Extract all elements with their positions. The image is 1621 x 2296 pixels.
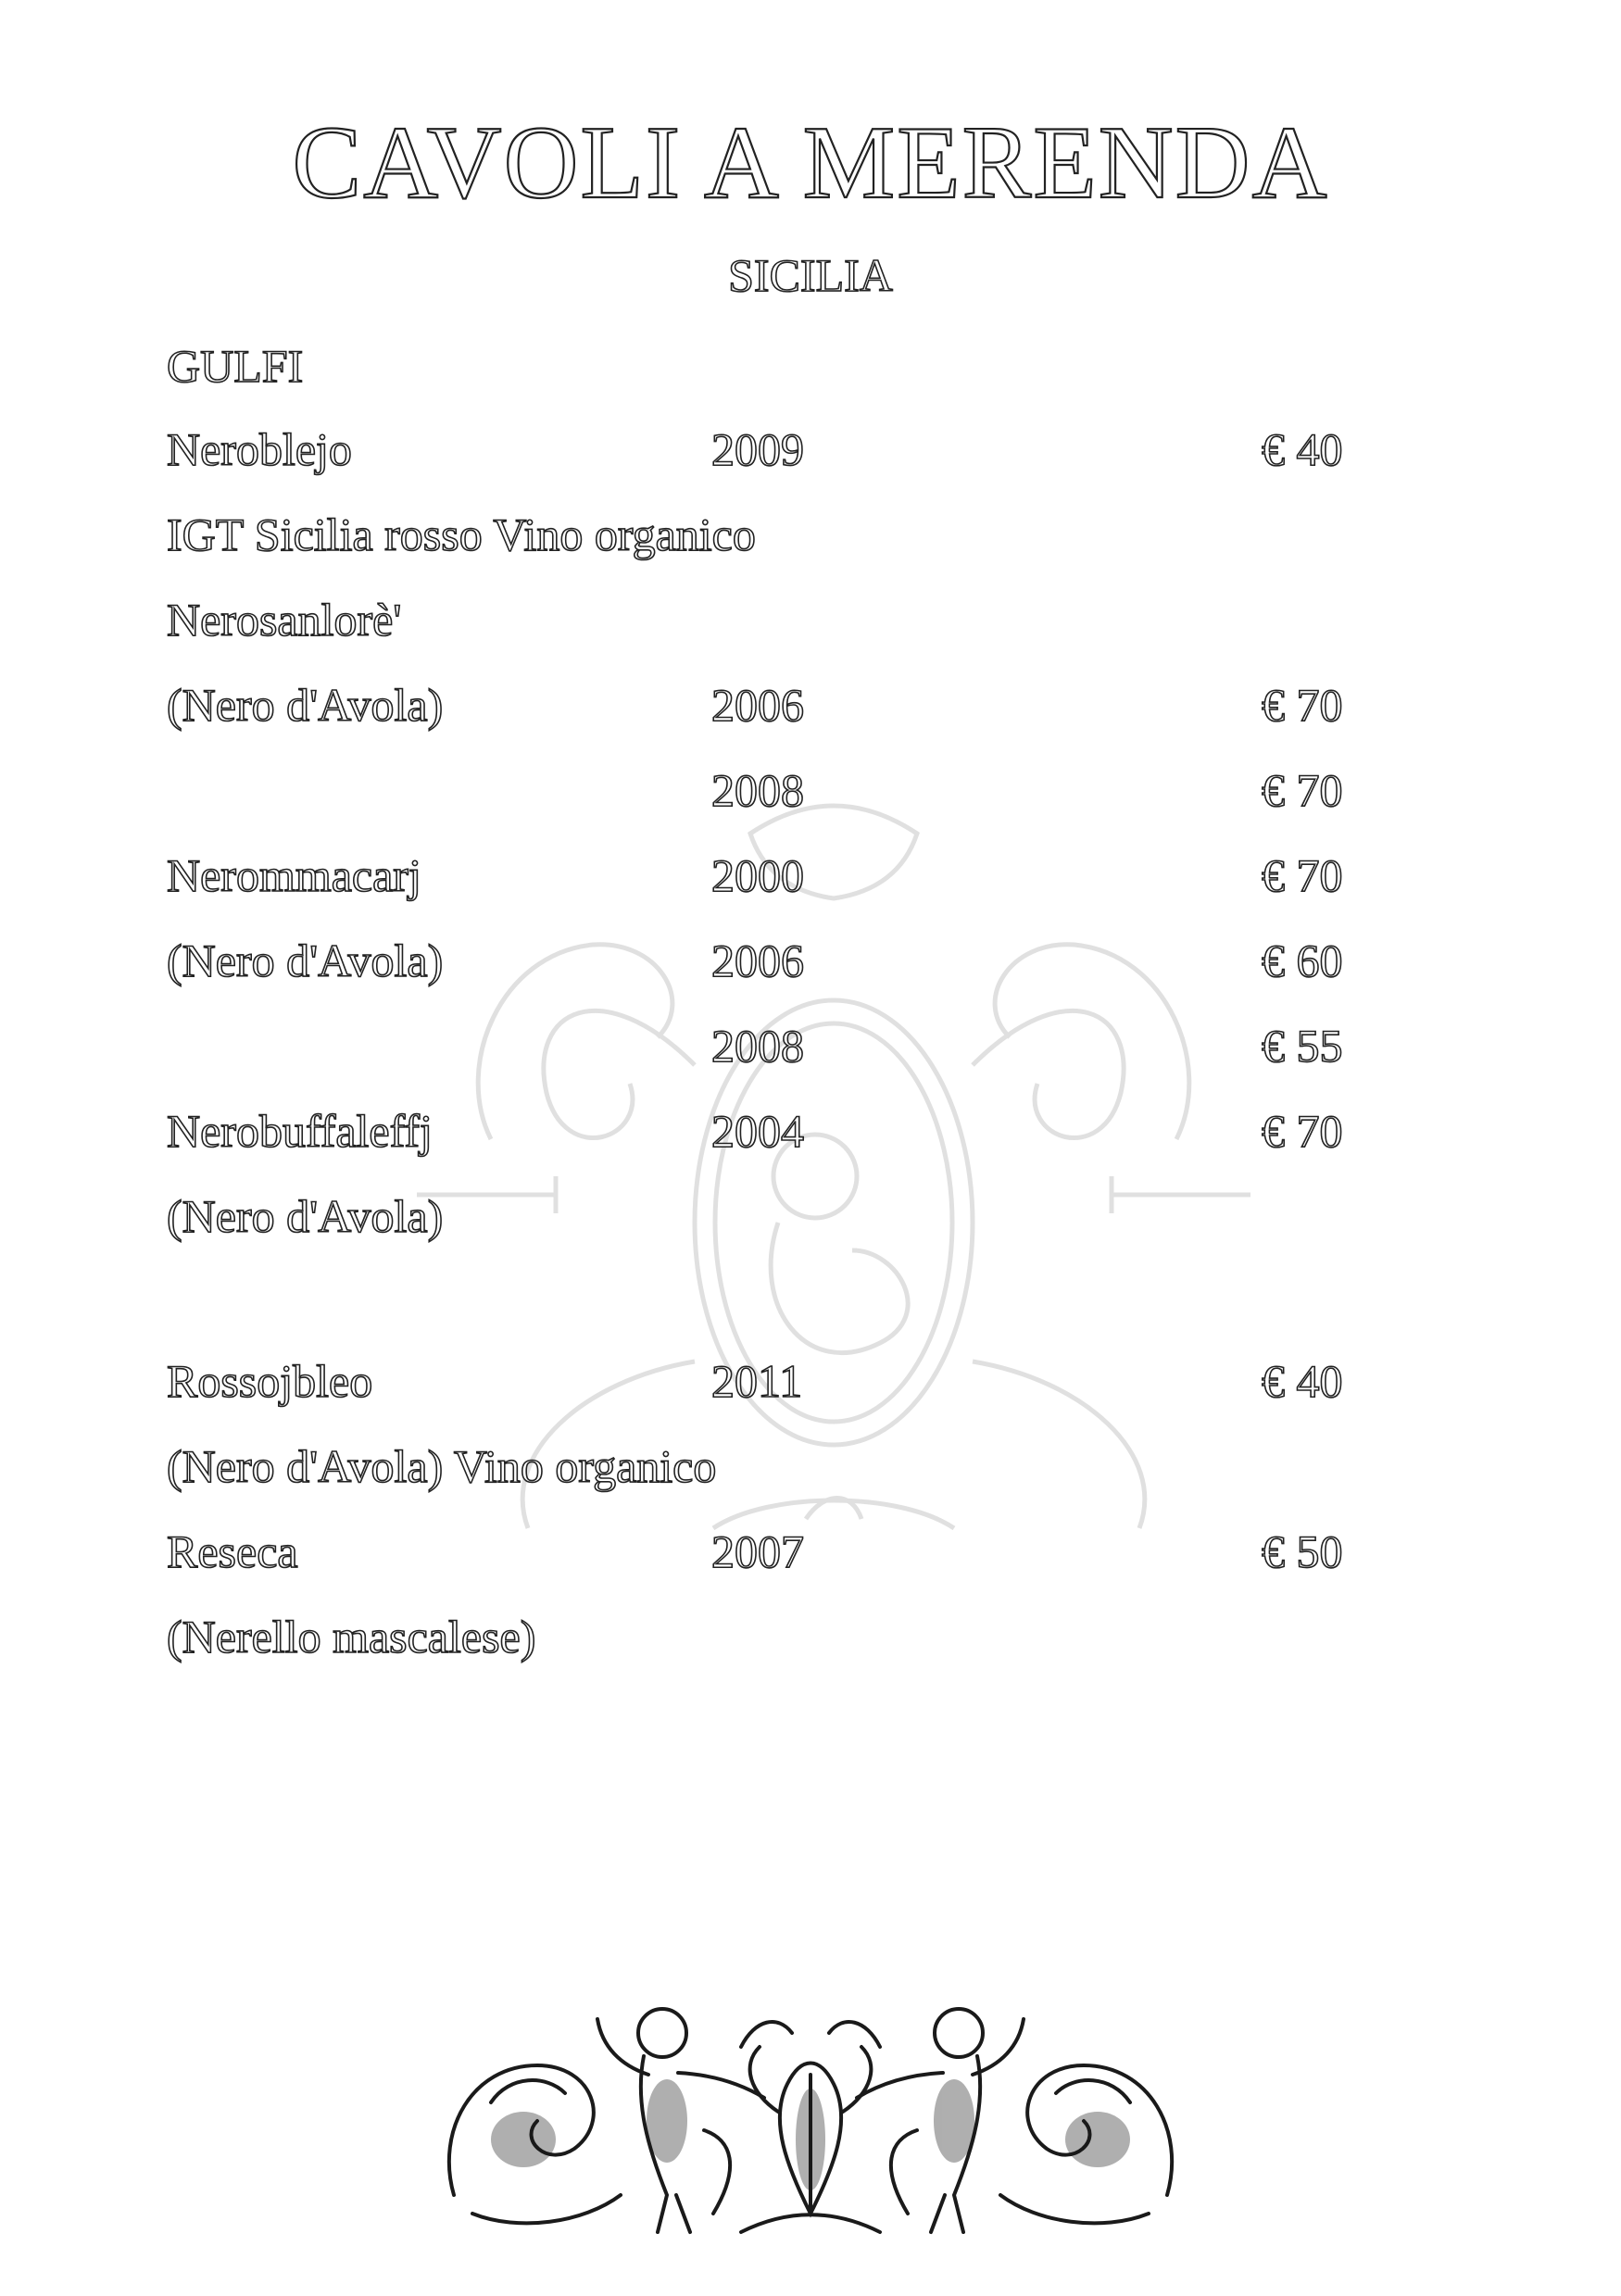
wine-row — [0, 596, 1621, 652]
wine-name: (Nero d'Avola) — [167, 679, 444, 731]
wine-name: (Nero d'Avola) Vino organico — [167, 1440, 717, 1492]
wine-price: € 70 — [1262, 1105, 1343, 1157]
wine-row — [0, 679, 1621, 737]
wine-row — [0, 1355, 1621, 1413]
wine-row — [0, 508, 1621, 567]
wine-row — [0, 1440, 1621, 1499]
wine-row — [0, 849, 1621, 908]
cherub-frieze-icon — [435, 1982, 1186, 2240]
restaurant-title: CAVOLI A MERENDA — [292, 106, 1329, 220]
wine-year: 2000 — [711, 849, 804, 901]
wine-name: (Nero d'Avola) — [167, 1190, 444, 1242]
wine-year: 2008 — [711, 1020, 804, 1072]
wine-price: € 50 — [1262, 1525, 1343, 1577]
wine-row — [0, 764, 1621, 822]
wine-name: (Nero d'Avola) — [167, 935, 444, 986]
wine-price: € 70 — [1262, 679, 1343, 731]
wine-name: IGT Sicilia rosso Vino organico — [167, 508, 756, 560]
wine-row — [0, 1105, 1621, 1163]
wine-year: 2011 — [711, 1355, 803, 1407]
wine-name: (Nerello mascalese) — [167, 1611, 536, 1662]
wine-name: Neroblejo — [167, 423, 352, 475]
wine-name: Nerobuffaleffj — [167, 1105, 433, 1157]
wine-name: Rossojbleo — [167, 1355, 373, 1407]
wine-row — [0, 1525, 1621, 1584]
wine-row — [0, 1020, 1621, 1078]
producer-heading: GULFI — [167, 340, 304, 392]
wine-price: € 40 — [1262, 1355, 1343, 1407]
wine-price: € 60 — [1262, 935, 1343, 986]
wine-year: 2009 — [711, 423, 804, 475]
wine-row — [0, 1190, 1621, 1248]
region-heading: SICILIA — [728, 249, 893, 301]
wine-price: € 40 — [1262, 423, 1343, 475]
wine-year: 2004 — [711, 1105, 804, 1157]
wine-row — [0, 423, 1621, 482]
wine-price: € 55 — [1262, 1020, 1343, 1072]
wine-name: Nerommacarj — [167, 849, 421, 901]
wine-year: 2006 — [711, 935, 804, 986]
wine-name: Nerosanlorè' — [167, 594, 402, 646]
wine-name: Reseca — [167, 1525, 298, 1577]
wine-year: 2006 — [711, 679, 804, 731]
wine-price: € 70 — [1262, 849, 1343, 901]
wine-price: € 70 — [1262, 764, 1343, 816]
wine-row — [0, 1613, 1621, 1669]
wine-year: 2008 — [711, 764, 804, 816]
wine-year: 2007 — [711, 1525, 804, 1577]
wine-row — [0, 937, 1621, 993]
